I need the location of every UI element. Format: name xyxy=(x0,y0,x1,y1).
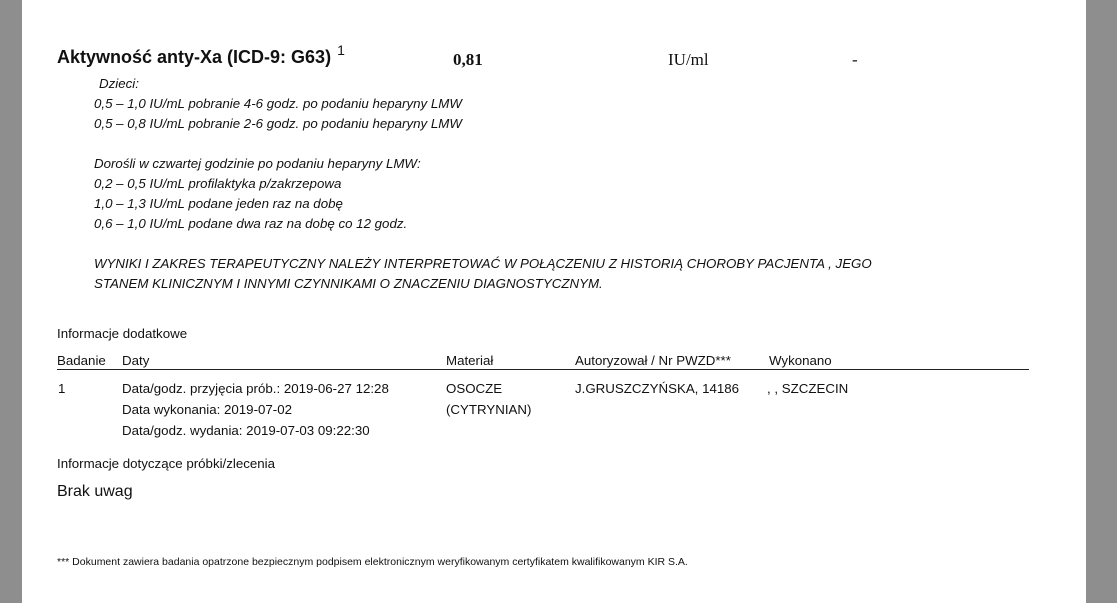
adults-norm-line: 0,2 – 0,5 IU/mL profilaktyka p/zakrzepowa xyxy=(94,176,342,191)
sample-info-title: Informacje dotyczące próbki/zlecenia xyxy=(57,456,276,471)
additional-info-title: Informacje dodatkowe xyxy=(57,326,188,341)
row-date-line: Data/godz. przyjęcia prób.: 2019-06-27 12:28 xyxy=(122,381,389,396)
interpretation-note-line: STANEM KLINICZNYM I INNYMI CZYNNIKAMI O ZNACZENIU DIAGNOSTYCZNYM. xyxy=(94,276,603,291)
children-label: Dzieci: xyxy=(99,76,139,91)
document-page xyxy=(22,0,1086,603)
test-name xyxy=(57,42,345,68)
test-superscript: 1 xyxy=(337,42,345,58)
col-header-badanie: Badanie xyxy=(57,353,106,368)
adults-label: Dorośli w czwartej godzinie po podaniu heparyny LMW: xyxy=(94,156,421,171)
row-autoryzowal: J.GRUSZCZYŃSKA, 14186 xyxy=(575,381,740,396)
row-badanie: 1 xyxy=(58,381,66,396)
row-date-line: Data wykonania: 2019-07-02 xyxy=(122,402,293,417)
col-header-autoryzowal: Autoryzował / Nr PWZD*** xyxy=(575,353,731,368)
test-name-text: Aktywność anty-Xa (ICD-9: G63) xyxy=(57,47,332,67)
children-norm-line: 0,5 – 0,8 IU/mL pobranie 2-6 godz. po podaniu heparyny LMW xyxy=(94,116,462,131)
col-header-daty: Daty xyxy=(122,353,150,368)
footnote: *** Dokument zawiera badania opatrzone bezpiecznym podpisem elektronicznym weryfikowanym certyfikatem kwalifikowanym KIR S.A. xyxy=(57,556,688,568)
result-flag: - xyxy=(852,50,858,69)
row-wykonano: , , SZCZECIN xyxy=(767,381,849,396)
result-unit: IU/ml xyxy=(668,50,709,69)
result-value: 0,81 xyxy=(453,50,483,69)
children-norm-line: 0,5 – 1,0 IU/mL pobranie 4-6 godz. po podaniu heparyny LMW xyxy=(94,96,462,111)
row-material-line: OSOCZE xyxy=(446,381,503,396)
sample-remarks: Brak uwag xyxy=(57,483,133,500)
col-header-material: Materiał xyxy=(446,353,494,368)
adults-norm-line: 1,0 – 1,3 IU/mL podane jeden raz na dobę xyxy=(94,196,343,211)
interpretation-note-line: WYNIKI I ZAKRES TERAPEUTYCZNY NALEŻY INTERPRETOWAĆ W POŁĄCZENIU Z HISTORIĄ CHOROBY PACJENTA , JEGO xyxy=(94,256,872,271)
row-material-line: (CYTRYNIAN) xyxy=(446,402,532,417)
col-header-wykonano: Wykonano xyxy=(769,353,832,368)
adults-norm-line: 0,6 – 1,0 IU/mL podane dwa raz na dobę co 12 godz. xyxy=(94,216,408,231)
header-divider xyxy=(57,369,1029,370)
row-date-line: Data/godz. wydania: 2019-07-03 09:22:30 xyxy=(122,423,370,438)
